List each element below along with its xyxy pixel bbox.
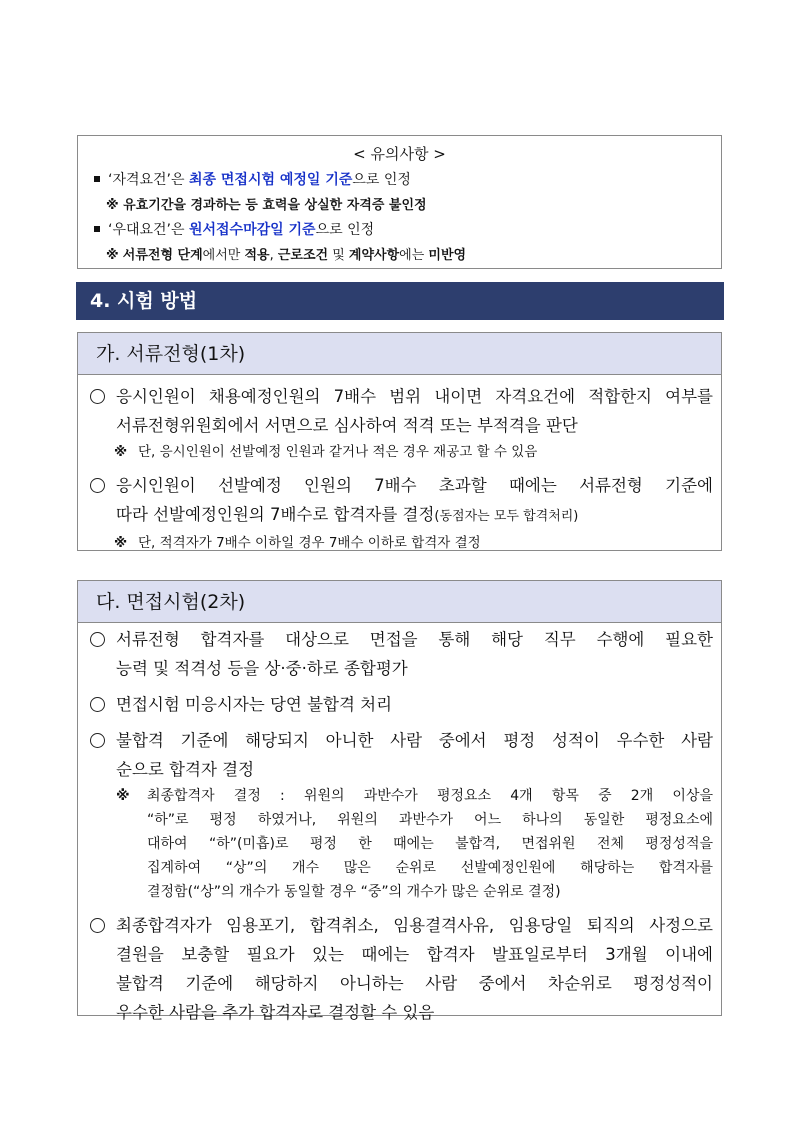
list-item bbox=[88, 471, 713, 500]
circle-bullet-icon bbox=[90, 478, 105, 493]
note bbox=[88, 440, 713, 464]
note-text: 단, 적격자가 7배수 이하일 경우 7배수 이하로 합격자 결정 bbox=[138, 535, 481, 551]
item-line: 서류전형 합격자를 대상으로 면접을 통해 해당 직무 수행에 필요한 bbox=[116, 630, 713, 649]
list-item-continuation bbox=[88, 998, 713, 1027]
note-line: 결정함(“상”의 개수가 동일할 경우 “중”의 개수가 많은 순위로 결정) bbox=[147, 884, 561, 900]
list-item-continuation bbox=[88, 500, 713, 531]
item-line: 면접시험 미응시자는 당연 불합격 처리 bbox=[116, 695, 393, 714]
notice-title: < 유의사항 > bbox=[353, 145, 446, 163]
final-pass-note bbox=[88, 784, 713, 904]
item-line: 순으로 합격자 결정 bbox=[116, 760, 255, 779]
reference-mark: ※ bbox=[114, 535, 128, 551]
notice-bold: 근로조건 bbox=[277, 248, 329, 263]
list-item bbox=[88, 625, 713, 654]
notice-bold: 계약사항 bbox=[348, 248, 400, 263]
item-line: 응시인원이 채용예정인원의 7배수 범위 내이면 자격요건에 적합한지 여부를 bbox=[116, 387, 713, 406]
notice-bold: 적용 bbox=[244, 248, 270, 263]
circle-bullet-icon bbox=[90, 918, 105, 933]
note bbox=[88, 531, 713, 555]
notice-text: 에는 bbox=[399, 248, 429, 263]
notice-text: 에서만 bbox=[202, 248, 245, 263]
note-line: “하”로 평정 하였거나, 위원의 과반수가 어느 하나의 동일한 평정요소에 bbox=[147, 812, 713, 828]
notice-line-expired-cert bbox=[88, 193, 711, 218]
item-line: 따라 선발예정인원의 7배수로 합격자를 결정 bbox=[116, 505, 435, 524]
list-item-continuation bbox=[88, 940, 713, 969]
notice-text: 으로 인정 bbox=[315, 222, 375, 238]
item-line: 우수한 사람을 추가 합격자로 결정할 수 있음 bbox=[116, 1003, 435, 1022]
notice-highlight: 원서접수마감일 기준 bbox=[188, 222, 316, 238]
subsection-interview-header: 다. 면접시험(2차) bbox=[77, 580, 722, 623]
notice-text: 유효기간을 경과하는 등 효력을 상실한 자격증 불인정 bbox=[123, 198, 427, 213]
document-screening-body bbox=[77, 375, 722, 551]
item-line: 응시인원이 선발예정 인원의 7배수 초과할 때에는 서류전형 기준에 bbox=[116, 476, 713, 495]
list-item bbox=[88, 911, 713, 940]
item-line: 결원을 보충할 필요가 있는 때에는 합격자 발표일로부터 3개월 이내에 bbox=[116, 945, 713, 964]
note-text: 단, 응시인원이 선발예정 인원과 같거나 적은 경우 재공고 할 수 있음 bbox=[138, 444, 538, 460]
reference-mark: ※ bbox=[116, 788, 130, 804]
notice-bold: 서류전형 단계 bbox=[122, 248, 203, 263]
circle-bullet-icon bbox=[90, 632, 105, 647]
item-remark: (동점자는 모두 합격처리) bbox=[434, 509, 579, 524]
list-item bbox=[88, 690, 713, 719]
note-line: 최종합격자 결정 : 위원의 과반수가 평정요소 4개 항목 중 2개 이상을 bbox=[147, 788, 713, 804]
list-item-continuation bbox=[88, 969, 713, 998]
reference-mark: ※ bbox=[114, 444, 128, 460]
notice-text: , bbox=[269, 248, 278, 263]
list-item-continuation bbox=[88, 755, 713, 784]
notice-text: 및 bbox=[328, 248, 349, 263]
item-line: 서류전형위원회에서 서면으로 심사하여 적격 또는 부적격을 판단 bbox=[116, 416, 578, 435]
item-line: 불합격 기준에 해당하지 아니하는 사람 중에서 차순위로 평정성적이 bbox=[116, 974, 713, 993]
list-item-continuation bbox=[88, 654, 713, 683]
item-line: 능력 및 적격성 등을 상·중·하로 종합평가 bbox=[116, 659, 408, 678]
item-line: 불합격 기준에 해당되지 아니한 사람 중에서 평정 성적이 우수한 사람 bbox=[116, 731, 713, 750]
notice-box bbox=[77, 135, 722, 269]
note-line: 대하여 “하”(미흡)로 평정 한 때에는 불합격, 면접위원 전체 평정성적을 bbox=[147, 836, 713, 852]
notice-text: ‘우대요건’은 bbox=[108, 222, 189, 238]
notice-line-qualification bbox=[88, 168, 711, 193]
notice-bold: 미반영 bbox=[428, 248, 467, 263]
note-line: 집계하여 “상”의 개수 많은 순위로 선발예정인원에 해당하는 합격자를 bbox=[147, 860, 713, 876]
subsection-document-screening-header: 가. 서류전형(1차) bbox=[77, 332, 722, 375]
notice-highlight: 최종 면접시험 예정일 기준 bbox=[188, 172, 353, 188]
reference-mark: ※ bbox=[106, 248, 119, 263]
notice-text: ‘자격요건’은 bbox=[108, 172, 189, 188]
circle-bullet-icon bbox=[90, 697, 105, 712]
notice-line-applicability bbox=[88, 243, 711, 268]
notice-text: 으로 인정 bbox=[352, 172, 411, 188]
circle-bullet-icon bbox=[90, 733, 105, 748]
item-line: 최종합격자가 임용포기, 합격취소, 임용결격사유, 임용당일 퇴직의 사정으로 bbox=[116, 916, 713, 935]
list-item-continuation bbox=[88, 411, 713, 440]
list-item bbox=[88, 382, 713, 411]
square-bullet-icon bbox=[94, 226, 100, 232]
list-item bbox=[88, 726, 713, 755]
square-bullet-icon bbox=[94, 176, 100, 182]
section-header: 4. 시험 방법 bbox=[76, 282, 724, 320]
interview-body bbox=[77, 623, 722, 1022]
reference-mark: ※ bbox=[106, 198, 119, 213]
notice-line-preference bbox=[88, 218, 711, 243]
circle-bullet-icon bbox=[90, 389, 105, 404]
